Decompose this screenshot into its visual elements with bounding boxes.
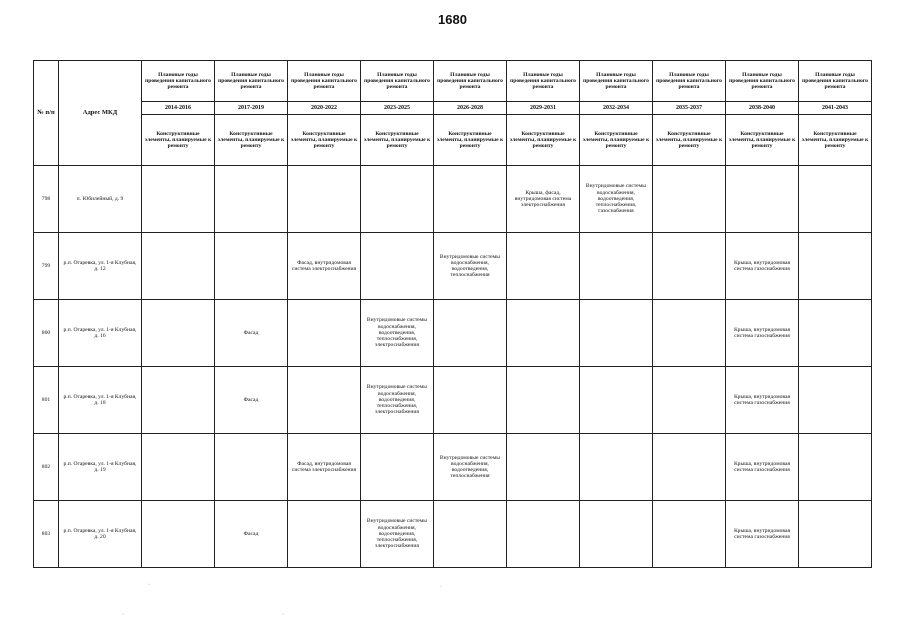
row-address: р.п. Огаревка, ул. 1-я Клубная, д. 16 [59, 300, 142, 367]
header-row-titles [34, 61, 872, 102]
table-header [34, 61, 872, 166]
repair-elements-cell [288, 367, 361, 434]
header-elements-title: Конструктивные элементы, планируемые к ремонту [215, 115, 288, 166]
header-row-elements [34, 115, 872, 166]
row-address: р.п. Огаревка, ул. 1-я Клубная, д. 18 [59, 367, 142, 434]
header-period-title: Плановые годы проведения капитального ремонта [580, 61, 653, 102]
table-row [34, 300, 872, 367]
table-row [34, 501, 872, 568]
row-number: 800 [34, 300, 59, 367]
page-number: 1680 [438, 12, 467, 27]
row-number: 801 [34, 367, 59, 434]
header-elements-title: Конструктивные элементы, планируемые к ремонту [507, 115, 580, 166]
header-period-title: Плановые годы проведения капитального ремонта [799, 61, 872, 102]
header-elements-title: Конструктивные элементы, планируемые к ремонту [653, 115, 726, 166]
scan-dot: · [440, 584, 442, 590]
header-period-years: 2035-2037 [653, 102, 726, 115]
header-elements-title: Конструктивные элементы, планируемые к ремонту [726, 115, 799, 166]
scan-dot: · [282, 612, 284, 618]
repair-elements-cell [288, 166, 361, 233]
header-period-years: 2026-2028 [434, 102, 507, 115]
repair-elements-cell [580, 367, 653, 434]
repair-elements-cell [361, 434, 434, 501]
header-period-title: Плановые годы проведения капитального ремонта [726, 61, 799, 102]
repair-elements-cell [288, 300, 361, 367]
repair-elements-cell [142, 300, 215, 367]
repair-elements-cell: Крыша, внутридомовая система газоснабжения [726, 300, 799, 367]
repair-elements-cell [215, 166, 288, 233]
repair-elements-cell: Внутридомовые системы водоснабжения, водоотведения, теплоснабжения, электроснабжения [361, 367, 434, 434]
repair-elements-cell: Крыша, внутридомовая система газоснабжения [726, 367, 799, 434]
repair-elements-cell [142, 367, 215, 434]
repair-elements-cell [726, 166, 799, 233]
header-period-years: 2014-2016 [142, 102, 215, 115]
repair-elements-cell [434, 367, 507, 434]
row-address: р.п. Огаревка, ул. 1-я Клубная, д. 12 [59, 233, 142, 300]
repair-elements-cell [580, 233, 653, 300]
table-row [34, 166, 872, 233]
repair-elements-cell [507, 367, 580, 434]
table-body [34, 166, 872, 568]
header-period-title: Плановые годы проведения капитального ремонта [142, 61, 215, 102]
row-number: 803 [34, 501, 59, 568]
repair-elements-cell [580, 501, 653, 568]
repair-elements-cell [507, 233, 580, 300]
row-address: р.п. Огаревка, ул. 1-я Клубная, д. 19 [59, 434, 142, 501]
repair-elements-cell [653, 300, 726, 367]
repair-elements-cell [799, 166, 872, 233]
table-row [34, 434, 872, 501]
header-period-title: Плановые годы проведения капитального ремонта [434, 61, 507, 102]
repair-elements-cell [653, 166, 726, 233]
repair-elements-cell [434, 166, 507, 233]
header-elements-title: Конструктивные элементы, планируемые к ремонту [434, 115, 507, 166]
repair-elements-cell: Фасад [215, 367, 288, 434]
header-period-title: Плановые годы проведения капитального ремонта [507, 61, 580, 102]
header-row-years [34, 102, 872, 115]
repair-elements-cell: Фасад [215, 501, 288, 568]
repair-elements-cell: Внутридомовые системы водоснабжения, водоотведения, теплоснабжения [434, 434, 507, 501]
repair-elements-cell [653, 233, 726, 300]
row-number: 799 [34, 233, 59, 300]
header-elements-title: Конструктивные элементы, планируемые к ремонту [288, 115, 361, 166]
repair-elements-cell [215, 434, 288, 501]
header-period-title: Плановые годы проведения капитального ремонта [288, 61, 361, 102]
row-address: р.п. Огаревка, ул. 1-я Клубная, д. 20 [59, 501, 142, 568]
scan-dot: · [122, 612, 124, 618]
row-address: п. Юбилейный, д. 9 [59, 166, 142, 233]
repair-elements-cell [434, 300, 507, 367]
repair-elements-cell [580, 434, 653, 501]
repair-elements-cell [653, 434, 726, 501]
repair-elements-cell [288, 501, 361, 568]
header-period-years: 2041-2043 [799, 102, 872, 115]
repair-elements-cell [361, 166, 434, 233]
header-period-years: 2029-2031 [507, 102, 580, 115]
repair-elements-cell [215, 233, 288, 300]
header-period-years: 2023-2025 [361, 102, 434, 115]
repair-elements-cell: Фасад, внутридомовая система электроснабжения [288, 434, 361, 501]
repair-elements-cell [507, 300, 580, 367]
row-number: 802 [34, 434, 59, 501]
repair-elements-cell [507, 434, 580, 501]
repair-elements-cell [653, 501, 726, 568]
table-row [34, 367, 872, 434]
header-period-title: Плановые годы проведения капитального ремонта [215, 61, 288, 102]
repair-elements-cell: Крыша, внутридомовая система газоснабжения [726, 501, 799, 568]
repair-elements-cell: Фасад, внутридомовая система электроснабжения [288, 233, 361, 300]
repair-elements-cell [142, 233, 215, 300]
repair-elements-cell [799, 434, 872, 501]
header-elements-title: Конструктивные элементы, планируемые к ремонту [799, 115, 872, 166]
repair-elements-cell [142, 434, 215, 501]
repair-elements-cell: Внутридомовые системы водоснабжения, водоотведения, теплоснабжения, электроснабжения [361, 300, 434, 367]
row-number: 798 [34, 166, 59, 233]
repair-elements-cell [580, 300, 653, 367]
header-period-years: 2038-2040 [726, 102, 799, 115]
repair-elements-cell [653, 367, 726, 434]
header-elements-title: Конструктивные элементы, планируемые к ремонту [142, 115, 215, 166]
repair-elements-cell: Внутридомовые системы водоснабжения, водоотведения, теплоснабжения, электроснабжения [361, 501, 434, 568]
repair-elements-cell [799, 367, 872, 434]
repair-elements-cell: Крыша, фасад, внутридомовая система электроснабжения [507, 166, 580, 233]
repair-elements-cell [799, 233, 872, 300]
header-period-years: 2017-2019 [215, 102, 288, 115]
repair-elements-cell [799, 300, 872, 367]
header-num: № п/п [34, 61, 59, 166]
repair-elements-cell [507, 501, 580, 568]
header-period-years: 2020-2022 [288, 102, 361, 115]
scan-dot: · [148, 582, 150, 588]
repair-elements-cell: Крыша, внутридомовая система газоснабжения [726, 434, 799, 501]
header-period-title: Плановые годы проведения капитального ремонта [361, 61, 434, 102]
header-period-title: Плановые годы проведения капитального ремонта [653, 61, 726, 102]
repair-elements-cell [434, 501, 507, 568]
repair-elements-cell: Внутридомовые системы водоснабжения, водоотведения, теплоснабжения [434, 233, 507, 300]
repair-elements-cell [142, 166, 215, 233]
header-period-years: 2032-2034 [580, 102, 653, 115]
repair-elements-cell [361, 233, 434, 300]
repair-elements-cell [142, 501, 215, 568]
capital-repair-table [33, 60, 872, 568]
header-address: Адрес МКД [59, 61, 142, 166]
repair-elements-cell: Фасад [215, 300, 288, 367]
header-elements-title: Конструктивные элементы, планируемые к ремонту [361, 115, 434, 166]
table-row [34, 233, 872, 300]
repair-elements-cell: Крыша, внутридомовая система газоснабжения [726, 233, 799, 300]
repair-elements-cell [799, 501, 872, 568]
repair-elements-cell: Внутридомовые системы водоснабжения, водоотведения, теплоснабжения, газоснабжения [580, 166, 653, 233]
header-elements-title: Конструктивные элементы, планируемые к ремонту [580, 115, 653, 166]
